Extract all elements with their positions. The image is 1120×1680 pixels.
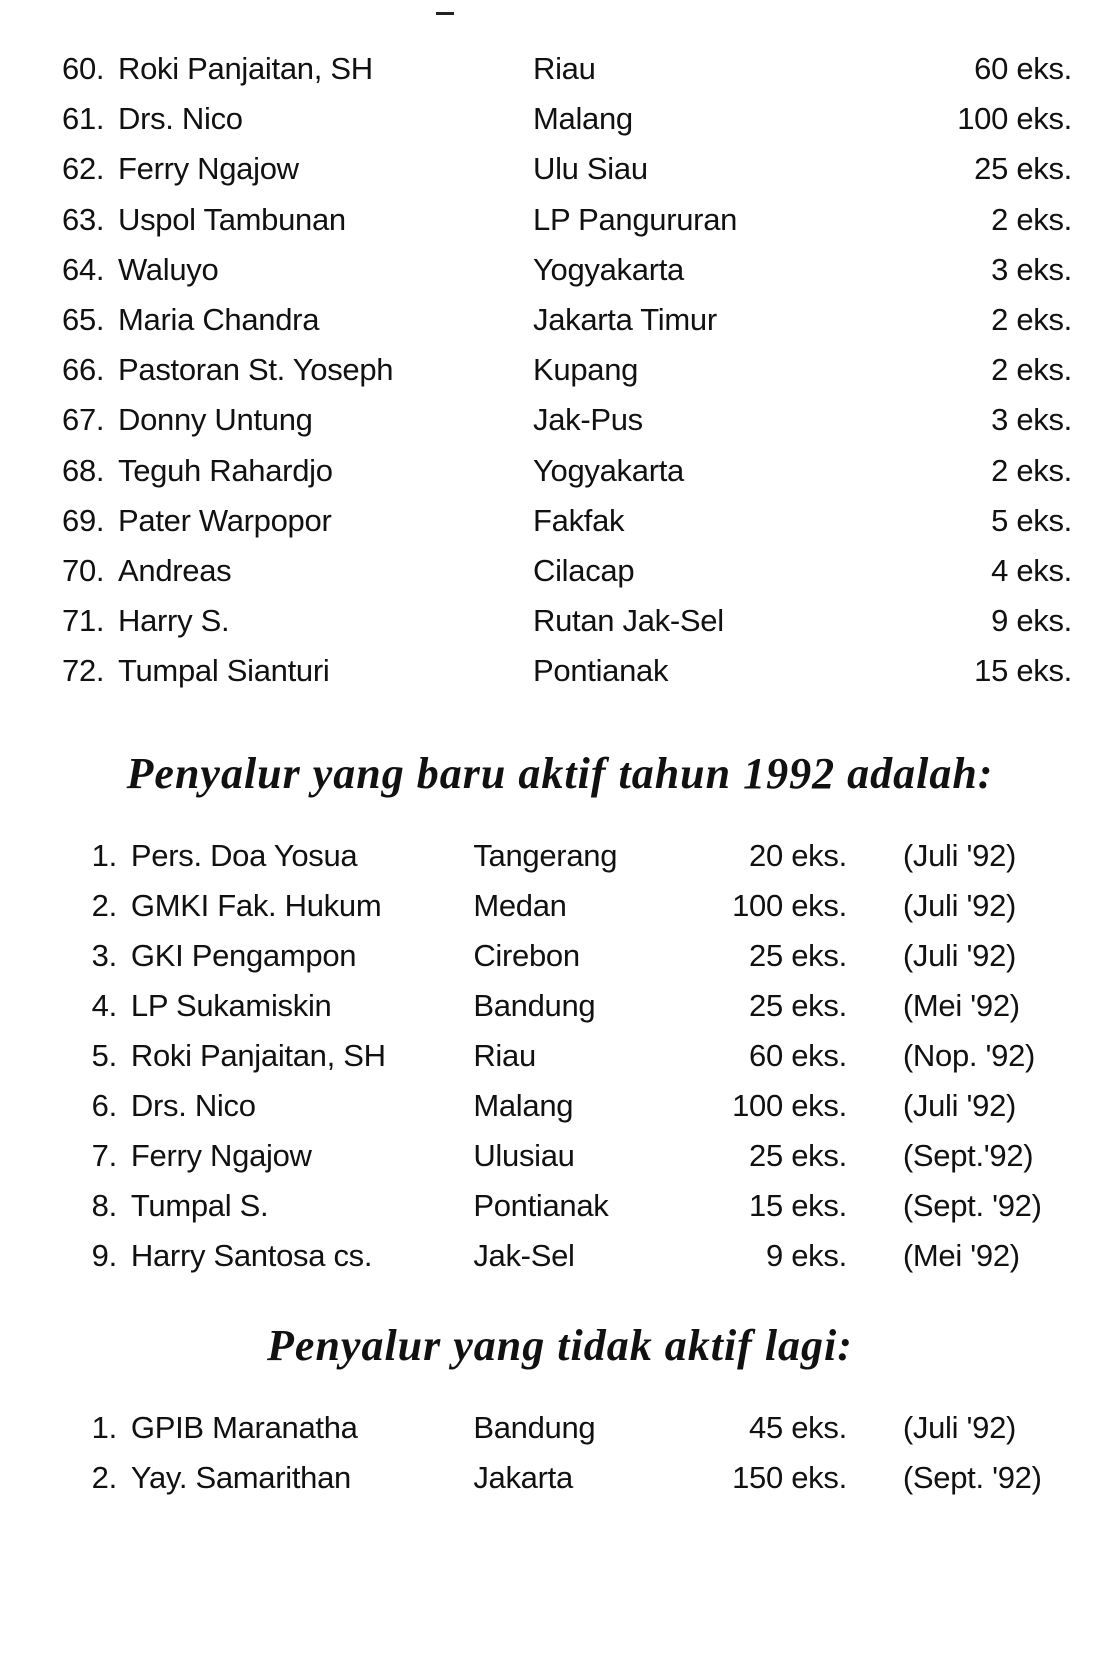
distributor-name: Ferry Ngajow xyxy=(130,1138,312,1173)
distributor-name: Maria Chandra xyxy=(118,302,320,338)
table-row xyxy=(78,931,1078,981)
start-date: (Juli '92) xyxy=(902,1410,1017,1445)
distributor-list-continued xyxy=(62,44,1072,696)
copies-count: 25 eks. xyxy=(749,938,847,973)
distributor-name: Teguh Rahardjo xyxy=(118,452,333,488)
start-date: (Sept. '92) xyxy=(902,1460,1042,1495)
distributor-city: Cilacap xyxy=(533,552,635,588)
copies-count: 100 eks. xyxy=(732,888,847,923)
table-row xyxy=(78,1081,1078,1131)
table-row xyxy=(78,981,1078,1031)
inactive-distributors-table xyxy=(78,1403,1078,1503)
distributor-name: GPIB Maranatha xyxy=(130,1410,358,1445)
table-row xyxy=(78,1403,1078,1453)
distributor-city: Pontianak xyxy=(473,1188,609,1223)
distributor-name: Tumpal Sianturi xyxy=(118,653,330,689)
copies-count: 25 eks. xyxy=(974,151,1072,187)
distributor-name: Tumpal S. xyxy=(130,1188,269,1223)
copies-count: 9 eks. xyxy=(991,603,1072,639)
copies-count: 3 eks. xyxy=(991,402,1072,438)
distributor-city: Jak-Pus xyxy=(533,402,643,438)
copies-count: 4 eks. xyxy=(991,552,1072,588)
distributor-city: Medan xyxy=(473,888,567,923)
distributor-name: Donny Untung xyxy=(118,402,313,438)
distributor-city: Yogyakarta xyxy=(533,452,684,488)
copies-count: 15 eks. xyxy=(974,653,1072,689)
distributor-city: Jakarta Timur xyxy=(533,302,717,338)
copies-count: 150 eks. xyxy=(732,1460,847,1495)
table-row xyxy=(78,831,1078,881)
copies-count: 3 eks. xyxy=(991,251,1072,287)
distributor-city: Kupang xyxy=(533,352,639,388)
item-number: 64. xyxy=(62,251,105,287)
distributor-city: Bandung xyxy=(473,1410,596,1445)
copies-count: 2 eks. xyxy=(991,452,1072,488)
list-item xyxy=(62,245,1072,295)
copies-count: 60 eks. xyxy=(749,1038,847,1073)
distributor-name: Roki Panjaitan, SH xyxy=(130,1038,386,1073)
distributor-name: Pastoran St. Yoseph xyxy=(118,352,394,388)
item-number: 3. xyxy=(91,938,117,973)
list-item xyxy=(62,195,1072,245)
distributor-city: Cirebon xyxy=(473,938,580,973)
distributor-city: Rutan Jak-Sel xyxy=(533,603,724,639)
item-number: 8. xyxy=(91,1188,117,1223)
item-number: 68. xyxy=(62,452,105,488)
list-item xyxy=(62,496,1072,546)
distributor-name: Andreas xyxy=(118,552,232,588)
copies-count: 9 eks. xyxy=(765,1238,847,1273)
distributor-city: Tangerang xyxy=(473,838,618,873)
distributor-city: Riau xyxy=(533,51,596,87)
table-row xyxy=(78,1453,1078,1503)
item-number: 70. xyxy=(62,552,105,588)
item-number: 61. xyxy=(62,101,105,137)
distributor-city: LP Pangururan xyxy=(533,201,738,237)
copies-count: 60 eks. xyxy=(974,51,1072,87)
distributor-city: Riau xyxy=(473,1038,536,1073)
distributor-name: Roki Panjaitan, SH xyxy=(118,51,373,87)
distributor-city: Fakfak xyxy=(533,502,625,538)
distributor-city: Jakarta xyxy=(473,1460,573,1495)
start-date: (Mei '92) xyxy=(902,1238,1020,1273)
distributor-name: Waluyo xyxy=(118,251,219,287)
list-item xyxy=(62,345,1072,395)
start-date: (Juli '92) xyxy=(902,888,1017,923)
distributor-name: LP Sukamiskin xyxy=(130,988,332,1023)
distributor-name: Yay. Samarithan xyxy=(130,1460,351,1495)
list-item xyxy=(62,596,1072,646)
list-item xyxy=(62,44,1072,94)
top-dash-mark xyxy=(436,12,454,15)
start-date: (Juli '92) xyxy=(902,838,1017,873)
section-heading-new-active: Penyalur yang baru aktif tahun 1992 adalah: xyxy=(126,749,994,798)
item-number: 71. xyxy=(62,603,105,639)
item-number: 5. xyxy=(91,1038,117,1073)
copies-count: 25 eks. xyxy=(749,1138,847,1173)
distributor-name: Ferry Ngajow xyxy=(118,151,299,187)
table-row xyxy=(78,881,1078,931)
copies-count: 2 eks. xyxy=(991,352,1072,388)
distributor-city: Yogyakarta xyxy=(533,251,684,287)
item-number: 9. xyxy=(91,1238,117,1273)
item-number: 69. xyxy=(62,502,105,538)
item-number: 66. xyxy=(62,352,105,388)
distributor-name: Harry S. xyxy=(118,603,230,639)
list-item xyxy=(62,446,1072,496)
distributor-city: Malang xyxy=(473,1088,574,1123)
copies-count: 45 eks. xyxy=(749,1410,847,1445)
table-row xyxy=(78,1181,1078,1231)
item-number: 6. xyxy=(91,1088,117,1123)
start-date: (Juli '92) xyxy=(902,1088,1017,1123)
distributor-name: Pater Warpopor xyxy=(118,502,332,538)
item-number: 2. xyxy=(91,1460,117,1495)
distributor-name: Drs. Nico xyxy=(118,101,243,137)
copies-count: 2 eks. xyxy=(991,201,1072,237)
distributor-city: Jak-Sel xyxy=(473,1238,575,1273)
distributor-city: Pontianak xyxy=(533,653,669,689)
item-number: 65. xyxy=(62,302,105,338)
distributor-city: Ulu Siau xyxy=(533,151,648,187)
item-number: 4. xyxy=(91,988,117,1023)
distributor-name: GKI Pengampon xyxy=(130,938,357,973)
list-item xyxy=(62,94,1072,144)
list-item xyxy=(62,646,1072,696)
start-date: (Sept.'92) xyxy=(902,1138,1034,1173)
item-number: 1. xyxy=(91,838,117,873)
item-number: 60. xyxy=(62,51,105,87)
item-number: 1. xyxy=(91,1410,117,1445)
list-item xyxy=(62,546,1072,596)
distributor-name: Uspol Tambunan xyxy=(118,201,346,237)
start-date: (Sept. '92) xyxy=(902,1188,1042,1223)
copies-count: 100 eks. xyxy=(957,101,1072,137)
table-row xyxy=(78,1131,1078,1181)
start-date: (Nop. '92) xyxy=(902,1038,1036,1073)
item-number: 67. xyxy=(62,402,105,438)
distributor-name: Pers. Doa Yosua xyxy=(130,838,358,873)
start-date: (Juli '92) xyxy=(902,938,1017,973)
table-row xyxy=(78,1031,1078,1081)
copies-count: 5 eks. xyxy=(991,502,1072,538)
distributor-city: Ulusiau xyxy=(473,1138,575,1173)
distributor-name: GMKI Fak. Hukum xyxy=(130,888,382,923)
distributor-city: Malang xyxy=(533,101,633,137)
list-item xyxy=(62,144,1072,194)
item-number: 72. xyxy=(62,653,105,689)
copies-count: 20 eks. xyxy=(749,838,847,873)
distributor-city: Bandung xyxy=(473,988,596,1023)
table-row xyxy=(78,1231,1078,1281)
copies-count: 2 eks. xyxy=(991,302,1072,338)
item-number: 2. xyxy=(91,888,117,923)
list-item xyxy=(62,395,1072,445)
copies-count: 100 eks. xyxy=(732,1088,847,1123)
copies-count: 25 eks. xyxy=(749,988,847,1023)
distributor-name: Harry Santosa cs. xyxy=(130,1238,373,1273)
start-date: (Mei '92) xyxy=(902,988,1020,1023)
item-number: 63. xyxy=(62,201,105,237)
distributor-name: Drs. Nico xyxy=(130,1088,256,1123)
list-item xyxy=(62,295,1072,345)
section-heading-inactive: Penyalur yang tidak aktif lagi: xyxy=(267,1321,853,1370)
item-number: 62. xyxy=(62,151,105,187)
new-active-distributors-table xyxy=(78,831,1078,1281)
item-number: 7. xyxy=(91,1138,117,1173)
copies-count: 15 eks. xyxy=(749,1188,847,1223)
